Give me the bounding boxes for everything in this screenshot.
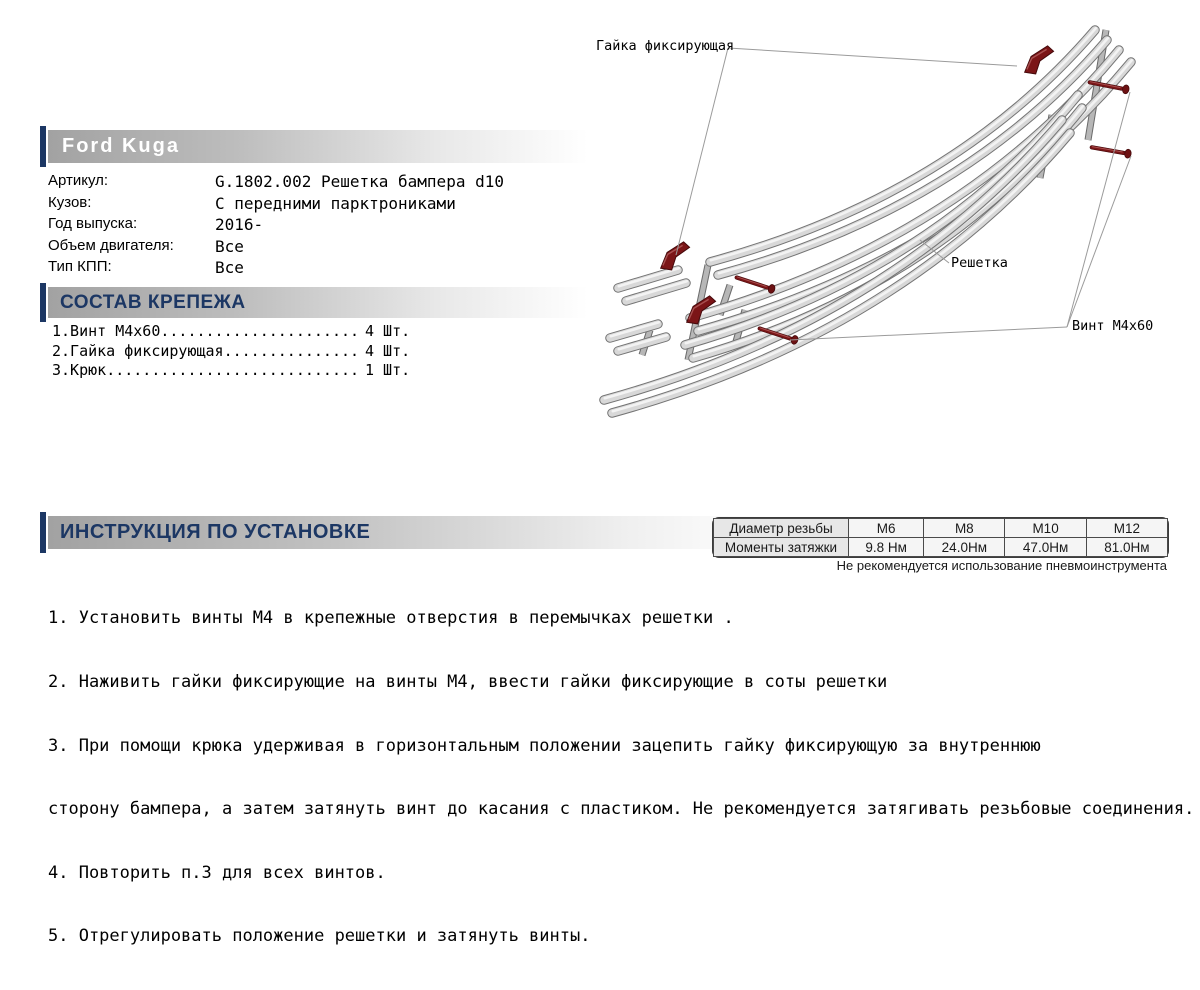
field-row — [48, 172, 588, 194]
leader-line — [1067, 156, 1131, 327]
grille-label: Решетка — [951, 255, 1008, 271]
hardware-title: СОСТАВ КРЕПЕЖА — [60, 291, 246, 313]
table-cell: М12 — [1086, 519, 1167, 538]
leader-line — [676, 48, 728, 255]
field-value: 2016- — [215, 215, 264, 235]
table-cell: М8 — [924, 519, 1005, 538]
field-value: С передними парктрониками — [215, 193, 456, 213]
installation-title: ИНСТРУКЦИЯ ПО УСТАНОВКЕ — [60, 521, 371, 543]
accent-bar — [40, 512, 46, 553]
grille-diagram — [590, 0, 1200, 430]
brand-title: Ford Kuga — [62, 135, 180, 157]
dot-leader: ............................ — [106, 361, 360, 380]
grille-diagram-drawing — [590, 0, 1200, 430]
table-row — [714, 538, 1168, 557]
field-row — [48, 215, 588, 237]
item-name: 3.Крюк — [52, 361, 107, 380]
item-qty: 1 Шт. — [365, 361, 411, 380]
step-line: 1. Установить винты М4 в крепежные отверстия в перемычках решетки . — [48, 608, 734, 629]
step-line: 3. При помощи крюка удерживая в горизонтальным положении зацепить гайку фиксирующую за внутреннюю — [48, 735, 1041, 756]
leader-line — [728, 48, 1017, 66]
table-note: Не рекомендуется использование пневмоинструмента — [836, 558, 1167, 573]
list-item — [52, 361, 411, 381]
field-value: Все — [215, 236, 244, 256]
field-label: Тип КПП: — [48, 258, 112, 276]
item-name: 1.Винт M4x60 — [52, 322, 161, 340]
installation-steps — [48, 566, 1194, 990]
hardware-header-bar — [48, 287, 588, 318]
dot-leader: ............... — [223, 341, 360, 360]
table-cell: Диаметр резьбы — [714, 519, 849, 538]
fixing-nut-label: Гайка фиксирующая — [596, 38, 735, 54]
table-cell: 9.8 Нм — [849, 538, 924, 557]
table-cell: Моменты затяжки — [714, 538, 849, 557]
dot-leader: ...................... — [160, 322, 360, 340]
accent-bar — [40, 283, 46, 322]
field-row — [48, 194, 588, 216]
list-item — [52, 341, 411, 362]
table-cell: 24.0Нм — [924, 538, 1005, 557]
item-qty: 4 Шт. — [365, 322, 411, 340]
field-value: G.1802.002 Решетка бампера d10 — [215, 172, 504, 191]
item-name: 2.Гайка фиксирующая — [52, 341, 224, 360]
field-value: Все — [215, 258, 244, 278]
screw-m4 — [737, 277, 766, 287]
table-cell: М6 — [849, 519, 924, 538]
field-label: Кузов: — [48, 193, 92, 211]
product-fields — [48, 172, 588, 280]
step-line: 2. Наживить гайки фиксирующие на винты М4, ввести гайки фиксирующие в соты решетки — [48, 672, 888, 693]
field-label: Артикул: — [48, 172, 109, 189]
step-line: сторону бампера, а затем затянуть винт до касания с пластиком. Не рекомендуется затягивать резьбовые соединения. — [48, 799, 1195, 820]
item-qty: 4 Шт. — [365, 341, 411, 360]
installation-header-bar — [48, 516, 768, 549]
field-row — [48, 237, 588, 259]
field-label: Объем двигателя: — [48, 236, 174, 254]
grille-tube — [685, 95, 1078, 345]
step-line: 4. Повторить п.3 для всех винтов. — [48, 862, 386, 883]
table-cell: 47.0Нм — [1005, 538, 1086, 557]
grille-tube — [685, 95, 1078, 345]
torque-table — [712, 517, 1169, 558]
brand-header-bar — [48, 130, 588, 163]
field-label: Год выпуска: — [48, 215, 138, 233]
table-cell: М10 — [1005, 519, 1086, 538]
step-line: 5. Отрегулировать положение решетки и затянуть винты. — [48, 926, 591, 947]
screw-label: Винт М4х60 — [1072, 318, 1154, 334]
table-row — [714, 519, 1168, 538]
field-row — [48, 258, 588, 280]
hardware-list — [52, 322, 411, 381]
list-item — [52, 322, 411, 342]
screw-m4 — [1122, 84, 1130, 94]
accent-bar — [40, 126, 46, 167]
table-cell: 81.0Нм — [1086, 538, 1167, 557]
